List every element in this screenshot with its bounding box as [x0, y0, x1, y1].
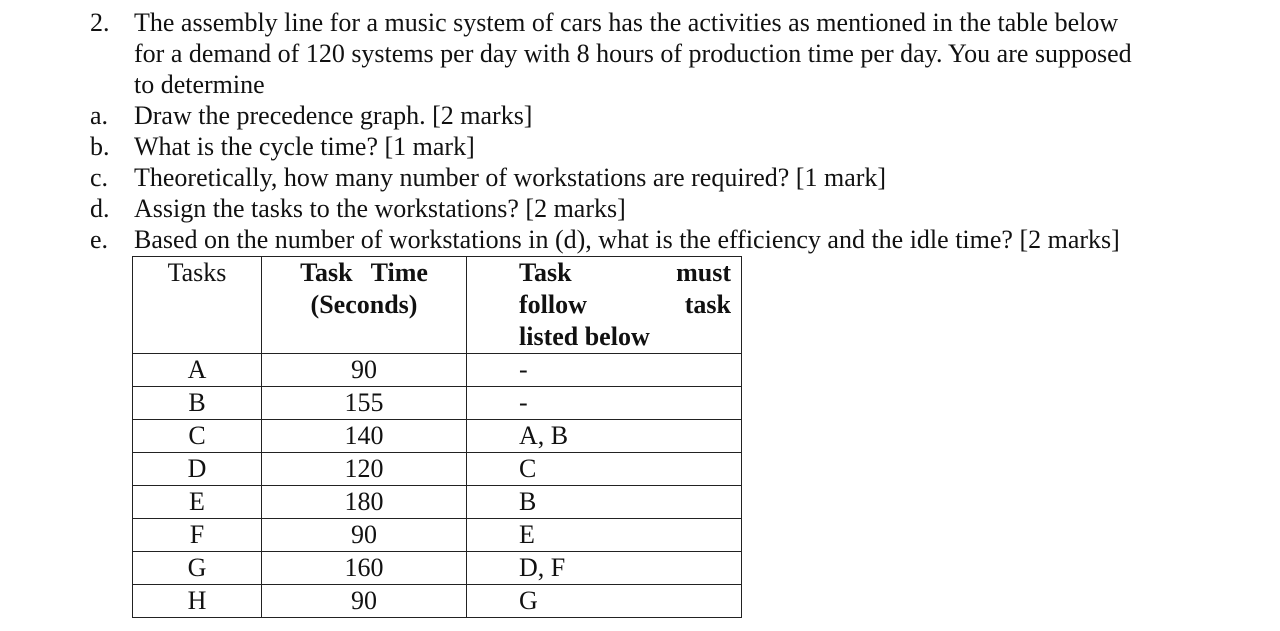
header-time-line1: Task Time [300, 258, 428, 287]
cell-task: G [133, 552, 262, 585]
table-header-row [133, 257, 742, 354]
stem-text-2: for a demand of 120 systems per day with 8 hours of production time per day. You are supposed [134, 39, 1132, 68]
part-c-text: Theoretically, how many number of workstations are required? [1 mark] [134, 163, 887, 192]
cell-task: D [133, 453, 262, 486]
question-number: 2. [90, 8, 110, 37]
cell-time: 90 [262, 519, 467, 552]
cell-task: B [133, 387, 262, 420]
table-row [133, 453, 742, 486]
cell-precedence: D, F [467, 552, 742, 585]
part-a-label: a. [90, 101, 109, 130]
header-prec-line2: follow task [519, 290, 731, 319]
cell-task: F [133, 519, 262, 552]
cell-task: H [133, 585, 262, 618]
table-row [133, 354, 742, 387]
stem-text-1: The assembly line for a music system of cars has the activities as mentioned in the table below [134, 8, 1119, 37]
table-row [133, 387, 742, 420]
table-row [133, 519, 742, 552]
cell-precedence: E [467, 519, 742, 552]
cell-task: C [133, 420, 262, 453]
part-e-text: Based on the number of workstations in (d), what is the efficiency and the idle time? [2 marks] [134, 225, 1120, 254]
header-prec-line1: Task must [519, 258, 731, 287]
header-precedence [467, 257, 742, 354]
cell-time: 180 [262, 486, 467, 519]
part-e-label: e. [90, 225, 109, 254]
header-time-line2: (Seconds) [310, 290, 418, 319]
cell-precedence: - [467, 387, 742, 420]
part-d-label: d. [90, 194, 110, 223]
part-a-text: Draw the precedence graph. [2 marks] [134, 101, 533, 130]
stem-text-3: to determine [134, 70, 265, 99]
cell-precedence: G [467, 585, 742, 618]
part-b-label: b. [90, 132, 110, 161]
cell-precedence: B [467, 486, 742, 519]
table-row [133, 486, 742, 519]
header-task-time [262, 257, 467, 354]
cell-time: 155 [262, 387, 467, 420]
cell-time: 90 [262, 585, 467, 618]
header-tasks-text: Tasks [167, 258, 227, 287]
cell-task: A [133, 354, 262, 387]
header-prec-line3: listed below [519, 322, 650, 351]
part-b-text: What is the cycle time? [1 mark] [134, 132, 475, 161]
cell-precedence: C [467, 453, 742, 486]
part-c-label: c. [90, 163, 109, 192]
table-row [133, 552, 742, 585]
cell-precedence: A, B [467, 420, 742, 453]
cell-time: 140 [262, 420, 467, 453]
cell-precedence: - [467, 354, 742, 387]
part-d-text: Assign the tasks to the workstations? [2 marks] [134, 194, 626, 223]
table-row [133, 420, 742, 453]
table-row [133, 585, 742, 618]
cell-task: E [133, 486, 262, 519]
task-table [132, 256, 742, 618]
header-tasks [133, 257, 262, 354]
cell-time: 120 [262, 453, 467, 486]
cell-time: 90 [262, 354, 467, 387]
cell-time: 160 [262, 552, 467, 585]
